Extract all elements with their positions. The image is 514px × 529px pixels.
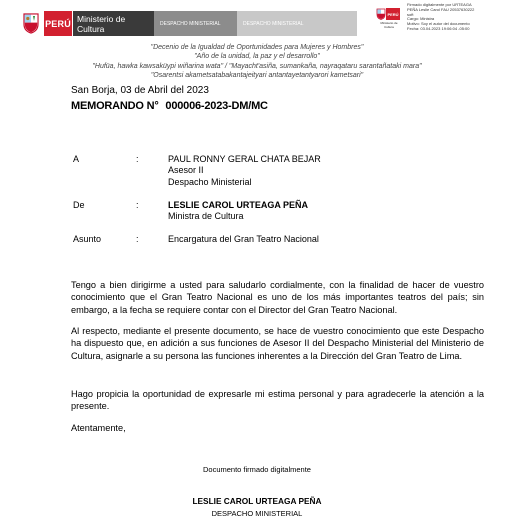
stamp-line: soft <box>407 11 414 17</box>
memo-title-label: MEMORANDO N° <box>71 100 159 112</box>
to-label: A <box>73 154 80 164</box>
closing: Atentamente, <box>71 423 126 433</box>
stamp-line: Cargo: Ministra <box>407 16 435 22</box>
to-value <box>168 154 321 188</box>
peru-brand-block: PERÚ <box>44 11 72 36</box>
stamp-line: Fecha: 03.04.2023 19:06:04 -05:00 <box>407 25 470 31</box>
slogan-line: "Decenio de la Igualdad de Oportunidades para Mujeres y Hombres" <box>150 44 364 51</box>
from-label: De <box>73 200 85 210</box>
national-shield-icon <box>22 12 40 34</box>
stamp-caption: Ministerio de Cultura <box>380 21 398 29</box>
slogans-block <box>0 43 514 81</box>
body-paragraph-1: Tengo a bien dirigirme a usted para saludarlo cordialmente, con la finalidad de hacer de vuestro conocimiento que el Gran Teatro Nacional es uno de los más importantes teatros del país; sin embargo, a la fecha se requiere contar con el Director del Gran Teatro Nacional. <box>71 280 484 315</box>
stamp-line: Motivo: Soy el autor del documento <box>407 21 470 27</box>
signatory-office: DESPACHO MINISTERIAL <box>211 509 303 518</box>
stamp-peru-block: PERÚ <box>386 8 400 20</box>
from-value <box>168 200 308 223</box>
subject-colon: : <box>136 234 139 244</box>
place-date: San Borja, 03 de Abril del 2023 <box>71 85 209 96</box>
office-brand-block-2: DESPACHO MINISTERIAL <box>237 11 357 36</box>
ministry-brand-block: Ministerio de Cultura <box>73 11 154 36</box>
signatory-name: LESLIE CAROL URTEAGA PEÑA <box>192 496 322 506</box>
body-paragraph-3: Hago propicia la oportunidad de expresarle mi estima personal y para agradecerle la atención a la presente. <box>71 389 484 412</box>
stamp-line: Firmado digitalmente por URTEAGA <box>407 2 472 7</box>
subject-value: Encargatura del Gran Teatro Nacional <box>168 234 319 244</box>
subject-label: Asunto <box>73 234 102 244</box>
to-name: PAUL RONNY GERAL CHATA BEJAR <box>168 154 321 164</box>
to-office: Despacho Ministerial <box>168 176 252 187</box>
from-role: Ministra de Cultura <box>168 211 244 222</box>
body-paragraph-2: Al respecto, mediante el presente documento, se hace de vuestro conocimiento que este Despacho ha dispuesto que, en adición a sus funciones de Asesor II del Despacho Ministerial del Ministerio de Cultura, asignarle a su persona las funciones inherentes a la Dirección del Gran Teatro de Lima. <box>71 326 484 361</box>
slogan-line: "Osarentsi akametsatabakantajeityari antantayetantyarori kametsari" <box>150 72 364 80</box>
from-name: LESLIE CAROL URTEAGA PEÑA <box>168 200 309 210</box>
memo-number: 000006-2023-DM/MC <box>165 100 268 112</box>
digital-signature-stamp-text <box>407 3 511 32</box>
from-colon: : <box>136 200 139 210</box>
memo-title <box>71 100 268 112</box>
slogan-line: "Hufüa, hawka kawsaküypi wiñarina wata" / "Mayacht'asiña, sumankaña, nayraqataru sarantañataki mara" <box>92 62 422 70</box>
office-brand-block-1: DESPACHO MINISTERIAL <box>154 11 237 36</box>
signature-note: Documento firmado digitalmente <box>203 465 311 474</box>
slogan-line: "Año de la unidad, la paz y el desarrollo" <box>194 53 320 61</box>
to-colon: : <box>136 154 139 164</box>
stamp-shield-icon <box>376 8 386 20</box>
to-role: Asesor II <box>168 165 204 176</box>
stamp-line: PEÑA Leslie Carol FAU 20537630222 <box>407 6 475 12</box>
